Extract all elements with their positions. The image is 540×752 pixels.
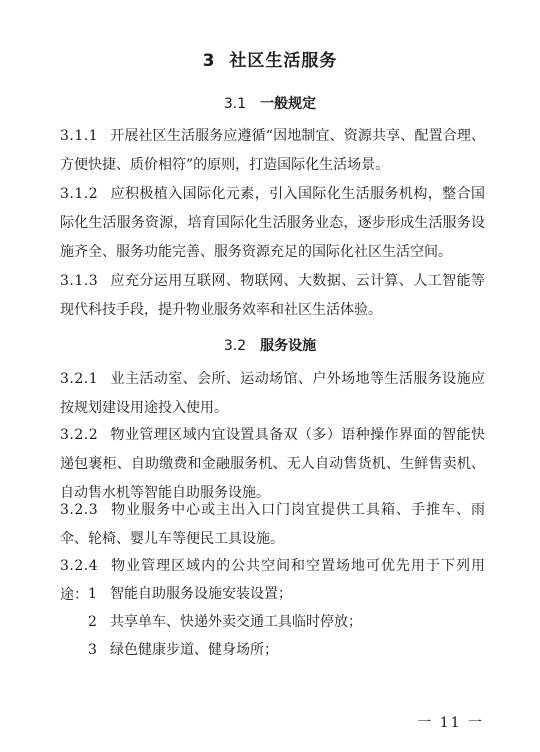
clause-number: 3.1.3 [60,273,99,289]
list-item-number: 2 [88,614,97,630]
list-item-text: 共享单车、快递外卖交通工具临时停放； [110,614,362,630]
clause-text: 应积极植入国际化元素，引入国际化生活服务机构，整合国际化生活服务资源，培育国际化生活服务业态，逐步形成生活服务设施齐全、服务功能完善、服务资源充足的国际化社区生活空间。 [60,186,485,260]
clause-number: 3.1.2 [60,186,99,202]
clause-text: 物业服务中心或主出入口门岗宜提供工具箱、手推车、雨伞、轮椅、婴儿车等便民工具设施。 [60,502,485,547]
list-item-text: 绿色健康步道、健身场所； [110,642,278,658]
clause-text: 开展社区生活服务应遵循“因地制宜、资源共享、配置合理、方便快捷、质价相符”的原则，打造国际化生活场景。 [60,128,485,173]
section-heading-3-2 [0,335,540,355]
clause-number: 3.1.1 [60,128,99,144]
clause-3-1-3 [60,267,485,325]
chapter-number: 3 [202,51,216,71]
clause-text: 物业管理区域内宜设置具备双（多）语种操作界面的智能快递包裹柜、自助缴费和金融服务机、无人自动售货机、生鲜售卖机、自动售水机等智能自助服务设施。 [60,427,485,501]
clause-text: 业主活动室、会所、运动场馆、户外场地等生活服务设施应按规划建设用途投入使用。 [60,371,485,416]
clause-number: 3.2.2 [60,427,99,443]
page-number: 一 11 一 [417,715,484,731]
list-item-number: 3 [88,642,97,658]
clause-3-2-2 [60,421,485,508]
section-heading-3-1 [0,93,540,113]
section-number: 3.1 [223,96,247,112]
section-title: 服务设施 [260,338,317,354]
chapter-title: 社区生活服务 [229,51,338,71]
list-item-text: 智能自助服务设施安装设置； [110,586,292,602]
list-item [88,636,488,665]
clause-3-2-3 [60,496,485,554]
clause-3-1-1 [60,122,485,180]
list-item-number: 1 [88,586,97,602]
section-title: 一般规定 [260,96,317,112]
list-item [88,580,488,609]
clause-text: 应充分运用互联网、物联网、大数据、云计算、人工智能等现代科技手段，提升物业服务效率和社区生活体验。 [60,273,485,318]
clause-number: 3.2.4 [60,558,99,574]
chapter-heading [0,46,540,71]
clause-number: 3.2.3 [60,502,99,518]
clause-3-2-1 [60,365,485,423]
clause-text: 物业管理区域内的公共空间和空置场地可优先用于下列用途： [60,558,485,603]
list-item [88,608,488,637]
clause-number: 3.2.1 [60,371,99,387]
clause-3-1-2 [60,180,485,267]
section-number: 3.2 [223,338,247,354]
